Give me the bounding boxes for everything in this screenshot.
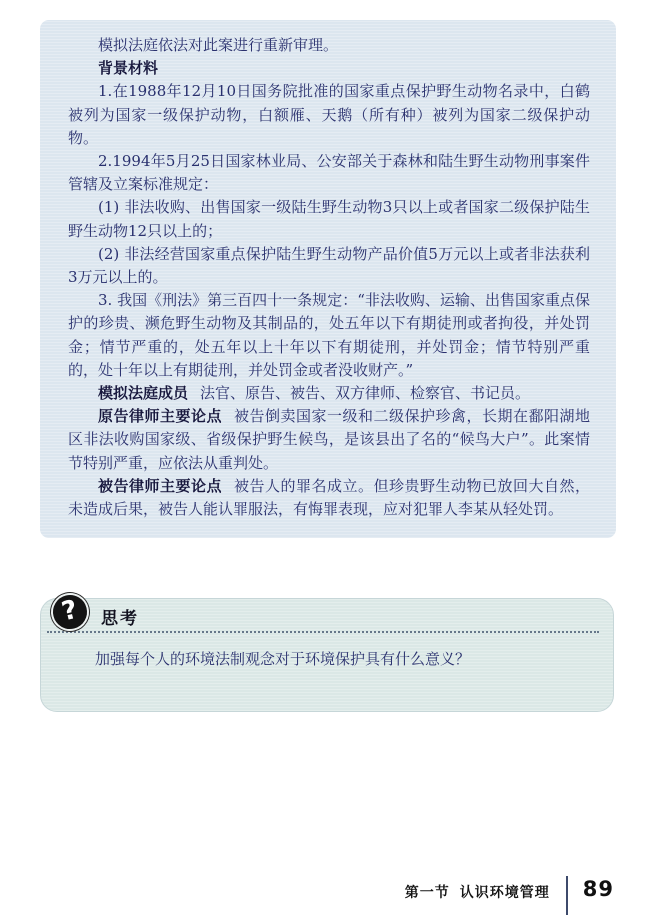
think-question: 加强每个人的环境法制观念对于环境保护具有什么意义？ xyxy=(95,650,471,668)
paragraph: (2) 非法经营国家重点保护陆生野生动物产品价值5万元以上或者非法获利3万元以上的。 xyxy=(68,244,590,287)
section-heading: 背景材料 xyxy=(98,59,159,78)
content-box xyxy=(40,20,616,538)
paragraph: 2.1994年5月25日国家林业局、公安部关于森林和陆生野生动物刑事案件管辖及立案标准规定： xyxy=(68,152,590,194)
paragraph: 1.在1988年12月10日国务院批准的国家重点保护野生动物名录中，白鹤被列为国家一级保护动物，白额雁、天鹅（所有种）被列为国家二级保护动物。 xyxy=(68,82,590,147)
think-box xyxy=(40,594,614,712)
paragraph: 被告律师主要论点 被告人的罪名成立。但珍贵野生动物已放回大自然，未造成后果，被告人能认罪服法，有悔罪表现，应对犯罪人李某从轻处罚。 xyxy=(68,476,590,519)
question-mark-icon: ? xyxy=(47,589,93,635)
footer-divider xyxy=(566,876,568,915)
paragraph: 模拟法庭依法对此案进行重新审理。 xyxy=(98,36,339,54)
footer-section xyxy=(405,876,550,902)
page-number: 89 xyxy=(582,877,614,901)
footer-section-title: 认识环境管理 xyxy=(459,885,550,901)
paragraph: 原告律师主要论点 被告倒卖国家一级和二级保护珍禽，长期在鄱阳湖地区非法收购国家级、省级保护野生候鸟，是该县出了名的“候鸟大户”。此案情节特别严重，应依法从重判处。 xyxy=(68,407,590,472)
think-title: 思考 xyxy=(101,609,139,629)
content-paragraphs xyxy=(68,34,590,521)
think-header xyxy=(47,594,599,633)
footer xyxy=(405,876,614,915)
paragraph: (1) 非法收购、出售国家一级陆生野生动物3只以上或者国家二级保护陆生野生动物12只以上的； xyxy=(68,198,590,240)
paragraph-lead: 被告律师主要论点 xyxy=(98,476,222,495)
footer-section-label: 第一节 xyxy=(404,885,450,901)
paragraph-lead: 原告律师主要论点 xyxy=(98,407,222,426)
paragraph: 3. 我国《刑法》第三百四十一条规定：“非法收购、运输、出售国家重点保护的珍贵、濒危野生动物及其制品的，处五年以下有期徒刑或者拘役，并处罚金；情节严重的，处五年以上十年以下有期徒刑，并处罚金；情节特别严重的，处十年以上有期徒刑，并处罚金或者没收财产。” xyxy=(68,291,590,379)
paragraph-lead: 模拟法庭成员 xyxy=(98,384,189,403)
paragraph: 模拟法庭成员 法官、原告、被告、双方律师、检察官、书记员。 xyxy=(98,384,531,403)
